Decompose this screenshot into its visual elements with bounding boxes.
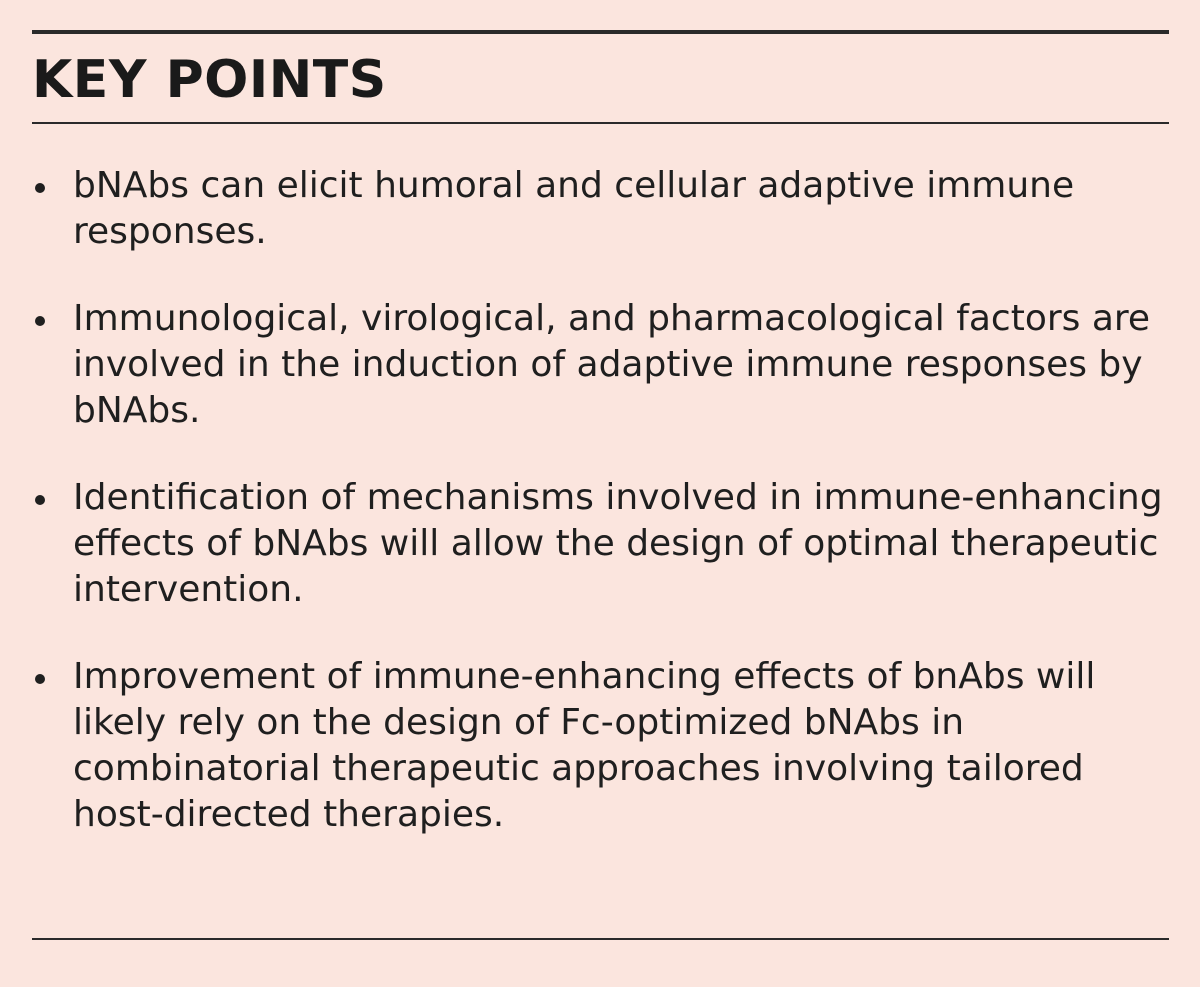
key-points-list (32, 163, 1172, 838)
key-point-item (32, 475, 1172, 613)
key-point-text: Identification of mechanisms involved in immune-enhancing effects of bNAbs will allow the design of optimal therapeutic intervention. (73, 477, 1163, 610)
key-points-heading: KEY POINTS (32, 50, 387, 110)
key-point-text: bNAbs can elicit humoral and cellular adaptive immune responses. (73, 165, 1075, 252)
bullet-icon (35, 183, 45, 193)
key-point-text: Immunological, virological, and pharmacological factors are involved in the induction of adaptive immune responses by bNAbs. (73, 298, 1151, 431)
key-point-item (32, 296, 1172, 434)
key-point-item (32, 163, 1172, 255)
heading-rule (32, 122, 1169, 124)
bullet-icon (35, 674, 45, 684)
bullet-icon (35, 495, 45, 505)
bottom-rule (32, 938, 1169, 940)
bullet-icon (35, 316, 45, 326)
key-point-text: Improvement of immune-enhancing effects of bnAbs will likely rely on the design of Fc-optimized bNAbs in combinatorial therapeutic approaches involving tailored host-directed therapies. (73, 656, 1096, 835)
key-point-item (32, 654, 1172, 838)
top-rule (32, 30, 1169, 34)
